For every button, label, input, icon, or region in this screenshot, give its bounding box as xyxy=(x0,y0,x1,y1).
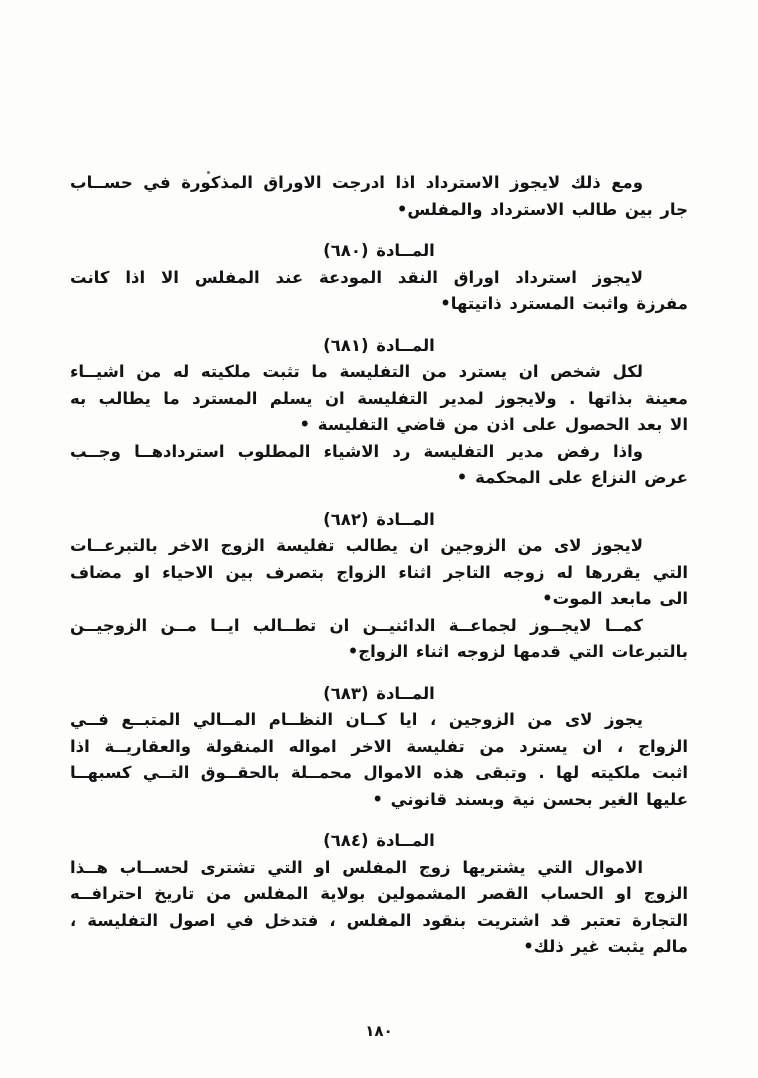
text-line: الزواج ، ان يسترد من تفليسة الاخر امواله المنقولة والعقاريــة اذا xyxy=(70,736,688,756)
text-line: لايجوز استرداد اوراق النقد المودعة عند المفلس الا اذا كانت xyxy=(70,267,643,287)
article-684-heading: المــادة (٦٨٤) xyxy=(323,831,435,850)
text-line: التي يقررها له زوجه التاجر اثناء الزواج بتصرف بين الاحياء او مضاف xyxy=(70,562,688,582)
text-line: جار بين طالب الاسترداد والمفلس• xyxy=(396,199,688,219)
text-line: لايجوز لاى من الزوجين ان يطالب تفليسة الزوج الاخر بالتبرعــات xyxy=(70,536,643,555)
text-line: عرض النزاع على المحكمة • xyxy=(456,468,688,487)
text-line: يجوز لاى من الزوجين ، ايا كــان النظــام المــالي المتبــع فــي xyxy=(70,710,643,729)
text-line: اثبت ملكيته لها . وتبقى هذه الاموال محمــلة بالحقــوق التــي كسبهــا xyxy=(70,763,688,782)
text-line: التجارة تعتبر قد اشتريت بنقود المفلس ، فتدخل في اصول التفليسة ، xyxy=(70,910,688,930)
text-line: الزوج او الحساب القصر المشمولين بولاية المفلس من تاريخ احترافــه xyxy=(70,884,688,903)
article-681-paragraph-2 xyxy=(70,439,688,492)
text-line: واذا رفض مدير التفليسة رد الاشياء المطلوب استردادهــا وجــب xyxy=(70,441,643,461)
article-683-heading: المــادة (٦٨٣) xyxy=(323,683,435,703)
text-line: كمــا لايجــوز لجماعــة الدائنيــن ان تطــالب ايــا مــن الزوجيــن xyxy=(70,615,643,635)
intro-paragraph xyxy=(70,170,688,223)
article-682-heading: المــادة (٦٨٢) xyxy=(323,509,435,529)
text-line: الاموال التي يشتريها زوج المفلس او التي تشترى لحســاب هــذا xyxy=(70,857,643,877)
text-line: بالتبرعات التي قدمها لزوجه اثناء الزواج• xyxy=(347,642,688,661)
text-line: مالم يثبت غير ذلك• xyxy=(523,937,688,956)
document-text-block xyxy=(70,170,688,961)
article-681-paragraph-1 xyxy=(70,359,688,439)
article-682-paragraph-1 xyxy=(70,533,688,613)
text-line: الى مابعد الموت• xyxy=(542,589,688,608)
text-line: عليها الغير بحسن نية وبسند قانوني • xyxy=(372,789,688,809)
article-684-paragraph xyxy=(70,855,688,961)
article-682-paragraph-2 xyxy=(70,613,688,666)
article-683-paragraph xyxy=(70,707,688,813)
text-line: الا بعد الحصول على اذن من قاضي التفليسة • xyxy=(299,415,688,434)
text-line: ومع ذلك لايجوز الاسترداد اذا ادرجت الاوراق المذكورة في حســاب xyxy=(70,173,643,192)
article-681-heading: المــادة (٦٨١) xyxy=(323,335,435,355)
article-680-paragraph xyxy=(70,265,688,318)
article-680-heading: المــادة (٦٨٠) xyxy=(323,241,435,260)
text-line: مفرزة واثبت المسترد ذاتيتها• xyxy=(440,294,688,313)
text-line: معينة بذاتها . ولايجوز لمدير التفليسة ان يسلم المسترد ما يطالب به xyxy=(70,388,688,408)
text-line: لكل شخص ان يسترد من التفليسة ما تثبت ملكيته له من اشيــاء xyxy=(70,362,643,381)
page-number: ١٨٠ xyxy=(365,1022,393,1040)
